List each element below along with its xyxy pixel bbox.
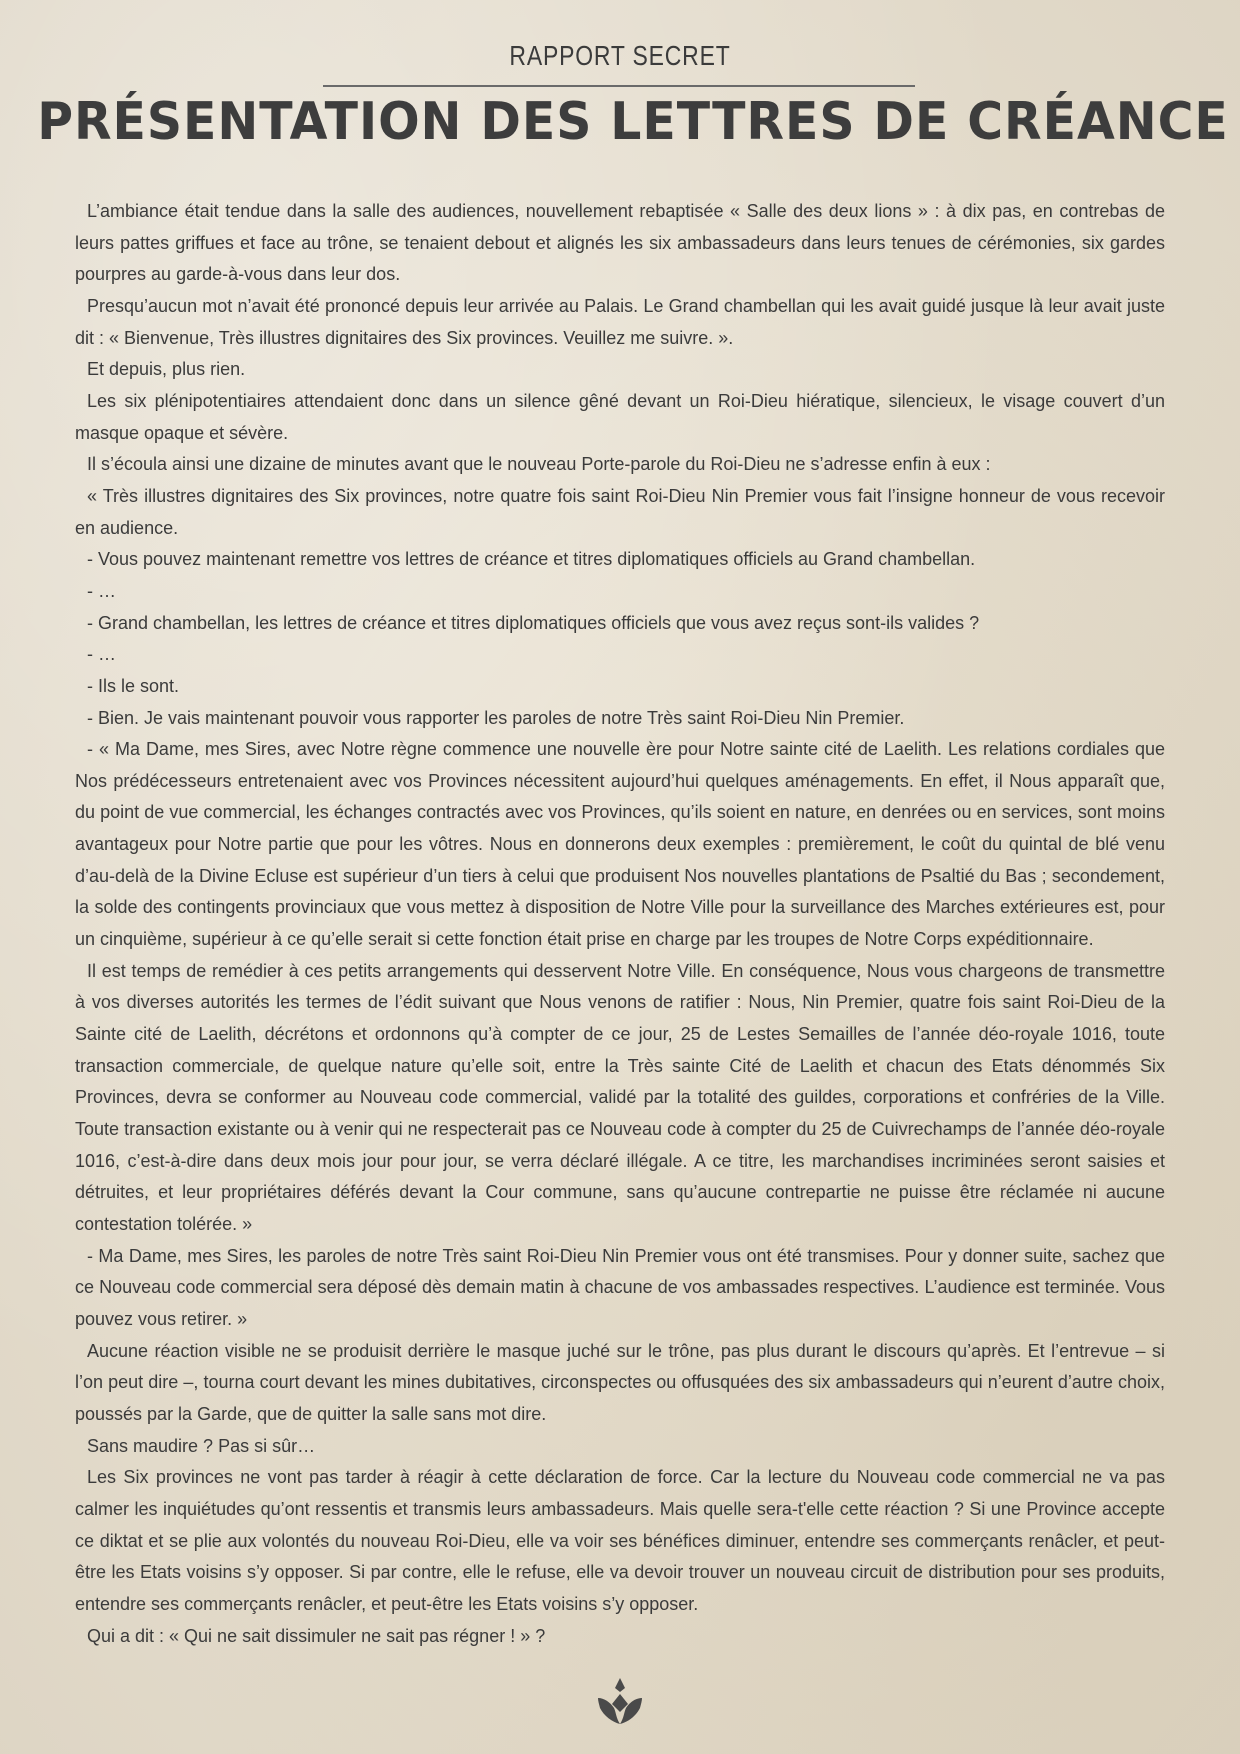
paragraph: - Ils le sont. (87, 675, 180, 696)
heading-divider (323, 85, 915, 87)
paragraph: Il est temps de remédier à ces petits arrangements qui desservent Notre Ville. En conséquence, Nous vous chargeons de transmettre à vos diverses autorités les termes de l’édit suivant que Nous venons de ratifier : Nous, Nin Premier, quatre fois saint Roi-Dieu de la Sainte cité de Laelith, décrétons et ordonnons qu’à compter de ce jour, 25 de Lestes Semailles de l’année déo-royale 1016, toute transaction commerciale, de quelque nature qu’elle soit, entre la Très sainte Cité de Laelith et chacun des Etats dénommés Six Provinces, devra se conformer au Nouveau code commercial, validé par la totalité des guildes, corporations et confréries de la Ville. Toute transaction existante ou à venir qui ne respecterait pas ce Nouveau code à compter du 25 de Cuivrechamps de l’année déo-royale 1016, c’est-à-dire dans deux mois jour pour jour, se verra déclaré illégale. A ce titre, les marchandises incriminées seront saisies et détruites, et leur propriétaires déférés devant la Cour commune, sans qu’aucune contrepartie ne puisse être réclamée ni aucune contestation tolérée. » (75, 960, 1165, 1234)
paragraph: - « Ma Dame, mes Sires, avec Notre règne commence une nouvelle ère pour Notre sainte cité de Laelith. Les relations cordiales que Nos prédécesseurs entretenaient avec vos Provinces nécessitent aujourd’hui quelques aménagements. En effet, il Nous apparaît que, du point de vue commercial, les échanges contractés avec vos Provinces, qu’ils soient en nature, en denrées ou en services, sont moins avantageux pour Notre partie que pour les vôtres. Nous en donnerons deux exemples : premièrement, le coût du quintal de blé venu d’au-delà de la Divine Ecluse est supérieur d’un tiers à celui que produisent Nos nouvelles plantations de Psaltié du Bas ; secondement, la solde des contingents provinciaux que vous mettez à disposition de Notre Ville pour la surveillance des Marches extérieures est, pour un cinquième, supérieur à ce qu’elle serait si cette fonction était prise en charge par les troupes de Notre Corps expéditionnaire. (75, 739, 1165, 950)
paragraph: Aucune réaction visible ne se produisit derrière le masque juché sur le trône, pas plus durant le discours qu’après. Et l’entrevue – si l’on peut dire –, tourna court devant les mines dubitatives, circonspectes ou offusquées des six ambassadeurs qui n’eurent d’autre choix, poussés par la Garde, que de quitter la salle sans mot dire. (75, 1340, 1165, 1424)
paragraph: - Vous pouvez maintenant remettre vos lettres de créance et titres diplomatiques officiels au Grand chambellan. (87, 549, 976, 570)
paragraph: Qui a dit : « Qui ne sait dissimuler ne sait pas régner ! » ? (87, 1625, 546, 1646)
paragraph: Presqu’aucun mot n’avait été prononcé depuis leur arrivée au Palais. Le Grand chambellan qui les avait guidé jusque là leur avait juste dit : « Bienvenue, Très illustres dignitaires des Six provinces. Veuillez me suivre. ». (75, 295, 1165, 348)
lotus-emblem-icon (594, 1676, 646, 1728)
paragraph: - Grand chambellan, les lettres de créance et titres diplomatiques officiels que vous avez reçus sont-ils valides ? (87, 612, 980, 633)
paragraph: L’ambiance était tendue dans la salle des audiences, nouvellement rebaptisée « Salle des deux lions » : à dix pas, en contrebas de leurs pattes griffues et face au trône, se tenaient debout et alignés les six ambassadeurs dans leurs tenues de cérémonies, six gardes pourpres au garde-à-vous dans leur dos. (75, 201, 1165, 285)
paragraph: « Très illustres dignitaires des Six provinces, notre quatre fois saint Roi-Dieu Nin Premier vous fait l’insigne honneur de vous recevoir en audience. (75, 485, 1165, 538)
report-body (75, 196, 1165, 1652)
paragraph: Les six plénipotentiaires attendaient donc dans un silence gêné devant un Roi-Dieu hiératique, silencieux, le visage couvert d’un masque opaque et sévère. (75, 390, 1165, 443)
paragraph: Il s’écoula ainsi une dizaine de minutes avant que le nouveau Porte-parole du Roi-Dieu ne s’adresse enfin à eux : (87, 454, 991, 475)
kicker-heading: RAPPORT SECRET (509, 40, 731, 71)
page-title: PRÉSENTATION DES LETTRES DE CRÉANCE (37, 92, 1229, 152)
paragraph: - … (87, 580, 116, 601)
paragraph: - Ma Dame, mes Sires, les paroles de notre Très saint Roi-Dieu Nin Premier vous ont été transmises. Pour y donner suite, sachez que ce Nouveau code commercial sera déposé dès demain matin à chacune de vos ambassades respectives. L’audience est terminée. Vous pouvez vous retirer. » (75, 1245, 1165, 1329)
paragraph: - Bien. Je vais maintenant pouvoir vous rapporter les paroles de notre Très saint Roi-Dieu Nin Premier. (87, 707, 905, 728)
paragraph: Les Six provinces ne vont pas tarder à réagir à cette déclaration de force. Car la lecture du Nouveau code commercial ne va pas calmer les inquiétudes qu’ont ressentis et transmis leurs ambassadeurs. Mais quelle sera-t'elle cette réaction ? Si une Province accepte ce diktat et se plie aux volontés du nouveau Roi-Dieu, elle va voir ses bénéfices diminuer, entendre ses commerçants renâcler, et peut-être les Etats voisins s’y opposer. Si par contre, elle le refuse, elle va devoir trouver un nouveau circuit de distribution pour ses produits, entendre ses commerçants renâcler, et peut-être les Etats voisins s’y opposer. (75, 1467, 1165, 1614)
paragraph: Et depuis, plus rien. (87, 359, 246, 380)
paragraph: Sans maudire ? Pas si sûr… (87, 1435, 316, 1456)
paragraph: - … (87, 644, 116, 665)
